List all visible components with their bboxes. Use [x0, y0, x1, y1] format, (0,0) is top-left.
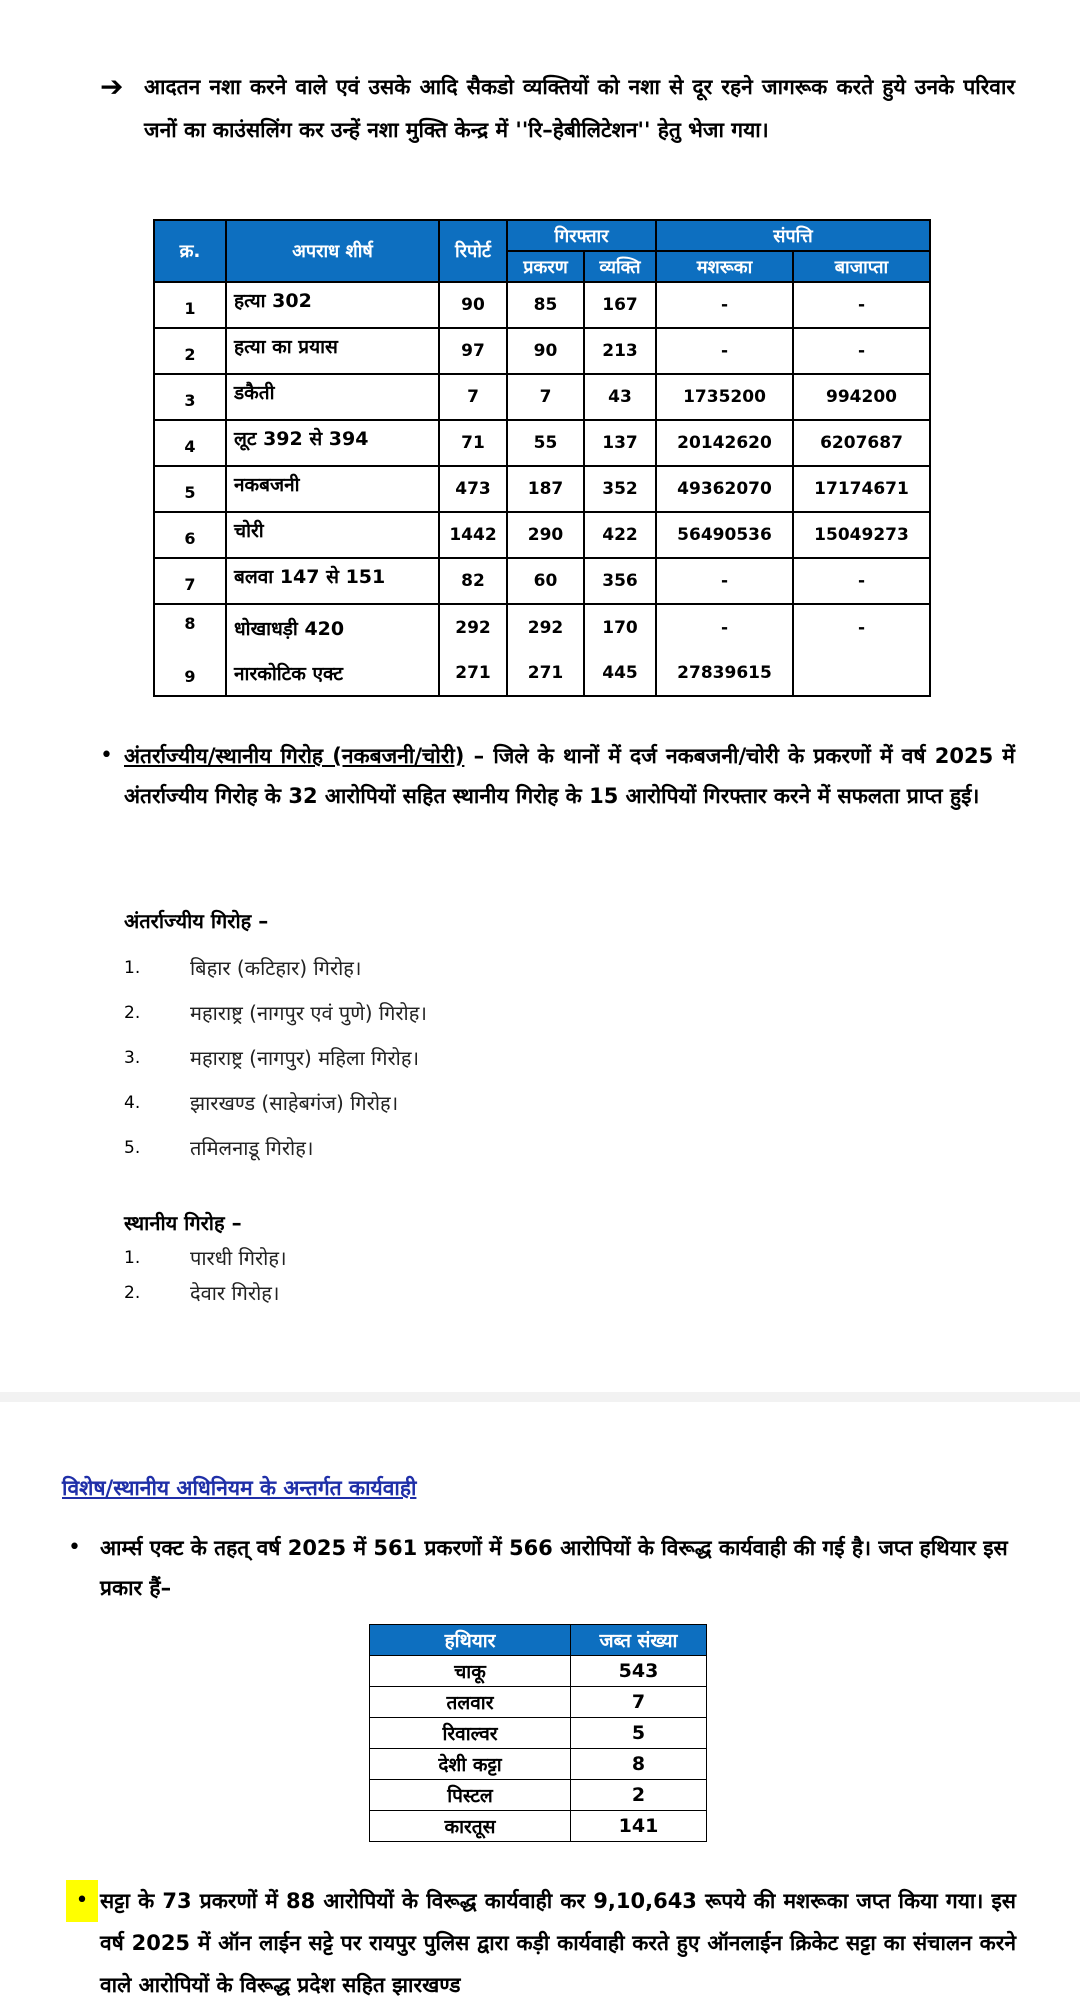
- col-weapon: हथियार: [370, 1625, 571, 1656]
- table-row: देशी कट्टा 8: [370, 1749, 707, 1780]
- cell-cases: 85: [507, 282, 584, 328]
- cell-head: हत्या 302: [226, 282, 439, 328]
- col-property: संपत्ति: [656, 220, 930, 251]
- cell-stolen: 20142620: [656, 420, 793, 466]
- list-item: 2. देवार गिरोह।: [124, 1281, 280, 1305]
- cell-recovered: -: [793, 328, 930, 374]
- table-row: कारतूस 141: [370, 1811, 707, 1842]
- list-item: 4. झारखण्ड (साहेबगंज) गिरोह।: [124, 1091, 399, 1115]
- crime-table: [153, 219, 931, 697]
- cell-persons: 213: [584, 328, 656, 374]
- cell-stolen: -: [656, 604, 793, 650]
- cell-report: 292: [439, 604, 507, 650]
- cell-stolen: 56490536: [656, 512, 793, 558]
- cell-recovered: -: [793, 604, 930, 650]
- cell-report: 90: [439, 282, 507, 328]
- cell-recovered: -: [793, 558, 930, 604]
- cell-recovered: -: [793, 282, 930, 328]
- interstate-list: [124, 945, 427, 1170]
- col-sn: क्र.: [154, 220, 226, 282]
- cell-stolen: -: [656, 558, 793, 604]
- cell-persons: 445: [584, 650, 656, 696]
- cell-head: बलवा 147 से 151: [226, 558, 439, 604]
- satta-paragraph: [66, 1880, 1016, 2006]
- cell-head: लूट 392 से 394: [226, 420, 439, 466]
- list-item: 1. पारधी गिरोह।: [124, 1246, 287, 1270]
- cell-report: 97: [439, 328, 507, 374]
- cell-report: 1442: [439, 512, 507, 558]
- table-row: [154, 420, 930, 466]
- cell-cases: 90: [507, 328, 584, 374]
- col-stolen: मशरूका: [656, 251, 793, 282]
- cell-sn: 6: [154, 512, 226, 558]
- cell-stolen: -: [656, 328, 793, 374]
- cell-recovered: [793, 650, 930, 696]
- interstate-heading: अंतर्राज्यीय गिरोह –: [124, 909, 269, 933]
- cell-sn: 2: [154, 328, 226, 374]
- list-item: 2. महाराष्ट्र (नागपुर एवं पुणे) गिरोह।: [124, 1001, 427, 1025]
- cell-recovered: 15049273: [793, 512, 930, 558]
- list-item: 1. बिहार (कटिहार) गिरोह।: [124, 956, 362, 980]
- arms-text: आर्म्स एक्ट के तहत् वर्ष 2025 में 561 प्रकरणों में 566 आरोपियों के विरूद्ध कार्यवाही की गई है। जप्त हथियार इस प्रकार हैं–: [100, 1536, 1008, 1600]
- cell-sn: 9: [154, 650, 226, 696]
- table-row: तलवार 7: [370, 1687, 707, 1718]
- bullet-icon: •: [68, 1535, 81, 1560]
- table-row: [154, 650, 930, 696]
- cell-cases: 60: [507, 558, 584, 604]
- cell-persons: 167: [584, 282, 656, 328]
- local-heading: स्थानीय गिरोह –: [124, 1211, 242, 1235]
- highlighted-bullet-icon: •: [66, 1880, 98, 1922]
- col-cases: प्रकरण: [507, 251, 584, 282]
- cell-report: 71: [439, 420, 507, 466]
- satta-text: सट्टा के 73 प्रकरणों में 88 आरोपियों के विरूद्ध कार्यवाही कर 9,10,643 रूपये की मशरूका जप्त किया गया। इस वर्ष 2025 में ऑन लाईन सट्टे पर रायपुर पुलिस द्वारा कड़ी कार्यवाही करते हुए ऑनलाईन क्रिकेट सट्टा का संचालन करने वाले आरोपियों के विरूद्ध प्रदेश सहित झारखण्ड: [100, 1889, 1016, 1997]
- cell-cases: 7: [507, 374, 584, 420]
- cell-head: नकबजनी: [226, 466, 439, 512]
- cell-sn: 3: [154, 374, 226, 420]
- table-row: [154, 512, 930, 558]
- cell-cases: 187: [507, 466, 584, 512]
- table-row: [154, 558, 930, 604]
- cell-persons: 422: [584, 512, 656, 558]
- list-item: 3. महाराष्ट्र (नागपुर) महिला गिरोह।: [124, 1046, 420, 1070]
- arms-paragraph: [68, 1528, 1008, 1608]
- cell-sn: 1: [154, 282, 226, 328]
- col-recovered: बाजाप्ता: [793, 251, 930, 282]
- cell-head: डकैती: [226, 374, 439, 420]
- cell-cases: 55: [507, 420, 584, 466]
- cell-report: 82: [439, 558, 507, 604]
- cell-persons: 170: [584, 604, 656, 650]
- intro-text: आदतन नशा करने वाले एवं उसके आदि सैकडो व्यक्तियों को नशा से दूर रहने जागरूक करते हुये उनके परिवार जनों का काउंसलिंग कर उन्हें नशा मुक्ति केन्द्र में ''रि–हेबीलिटेशन'' हेतु भेजा गया।: [144, 75, 1015, 142]
- cell-report: 473: [439, 466, 507, 512]
- gang-lead: अंतर्राज्यीय/स्थानीय गिरोह (नकबजनी/चोरी): [124, 744, 465, 768]
- list-item: 5. तमिलनाडू गिरोह।: [124, 1136, 314, 1160]
- cell-head: चोरी: [226, 512, 439, 558]
- cell-head: धोखाधड़ी 420: [226, 604, 439, 650]
- cell-sn: 8: [154, 604, 226, 650]
- cell-sn: 4: [154, 420, 226, 466]
- intro-paragraph: [100, 66, 1015, 152]
- cell-recovered: 994200: [793, 374, 930, 420]
- cell-persons: 137: [584, 420, 656, 466]
- cell-sn: 5: [154, 466, 226, 512]
- col-arrest: गिरफ्तार: [507, 220, 656, 251]
- cell-sn: 7: [154, 558, 226, 604]
- cell-recovered: 6207687: [793, 420, 930, 466]
- col-count: जब्त संख्या: [571, 1625, 707, 1656]
- cell-cases: 271: [507, 650, 584, 696]
- table-row: [154, 374, 930, 420]
- table-row: [154, 466, 930, 512]
- weapons-table: [369, 1624, 707, 1842]
- cell-report: 271: [439, 650, 507, 696]
- cell-stolen: 49362070: [656, 466, 793, 512]
- cell-cases: 290: [507, 512, 584, 558]
- gang-text: – जिले के थानों में दर्ज नकबजनी/चोरी के प्रकरणों में वर्ष 2025 में अंतर्राज्यीय गिरोह के 32 आरोपियों सहित स्थानीय गिरोह के 15 आरोपियों गिरफ्तार करने में सफलता प्राप्त हुई।: [124, 744, 1015, 808]
- cell-stolen: -: [656, 282, 793, 328]
- section-title: विशेष/स्थानीय अधिनियम के अन्तर्गत कार्यवाही: [62, 1476, 417, 1500]
- cell-persons: 43: [584, 374, 656, 420]
- bullet-icon: •: [100, 743, 113, 768]
- table-row: पिस्टल 2: [370, 1780, 707, 1811]
- cell-report: 7: [439, 374, 507, 420]
- table-row: [154, 282, 930, 328]
- cell-head: हत्या का प्रयास: [226, 328, 439, 374]
- cell-persons: 356: [584, 558, 656, 604]
- local-list: [124, 1240, 287, 1310]
- cell-stolen: 27839615: [656, 650, 793, 696]
- cell-stolen: 1735200: [656, 374, 793, 420]
- col-report: रिपोर्ट: [439, 220, 507, 282]
- arrow-right-icon: ➔: [100, 70, 124, 103]
- page-break-divider: [0, 1392, 1080, 1402]
- gang-paragraph: [100, 736, 1015, 816]
- cell-recovered: 17174671: [793, 466, 930, 512]
- cell-cases: 292: [507, 604, 584, 650]
- cell-persons: 352: [584, 466, 656, 512]
- table-row: रिवाल्वर 5: [370, 1718, 707, 1749]
- table-row: [154, 328, 930, 374]
- col-head: अपराध शीर्ष: [226, 220, 439, 282]
- col-persons: व्यक्ति: [584, 251, 656, 282]
- cell-head: नारकोटिक एक्ट: [226, 650, 439, 696]
- table-row: चाकू 543: [370, 1656, 707, 1687]
- table-row: [154, 604, 930, 650]
